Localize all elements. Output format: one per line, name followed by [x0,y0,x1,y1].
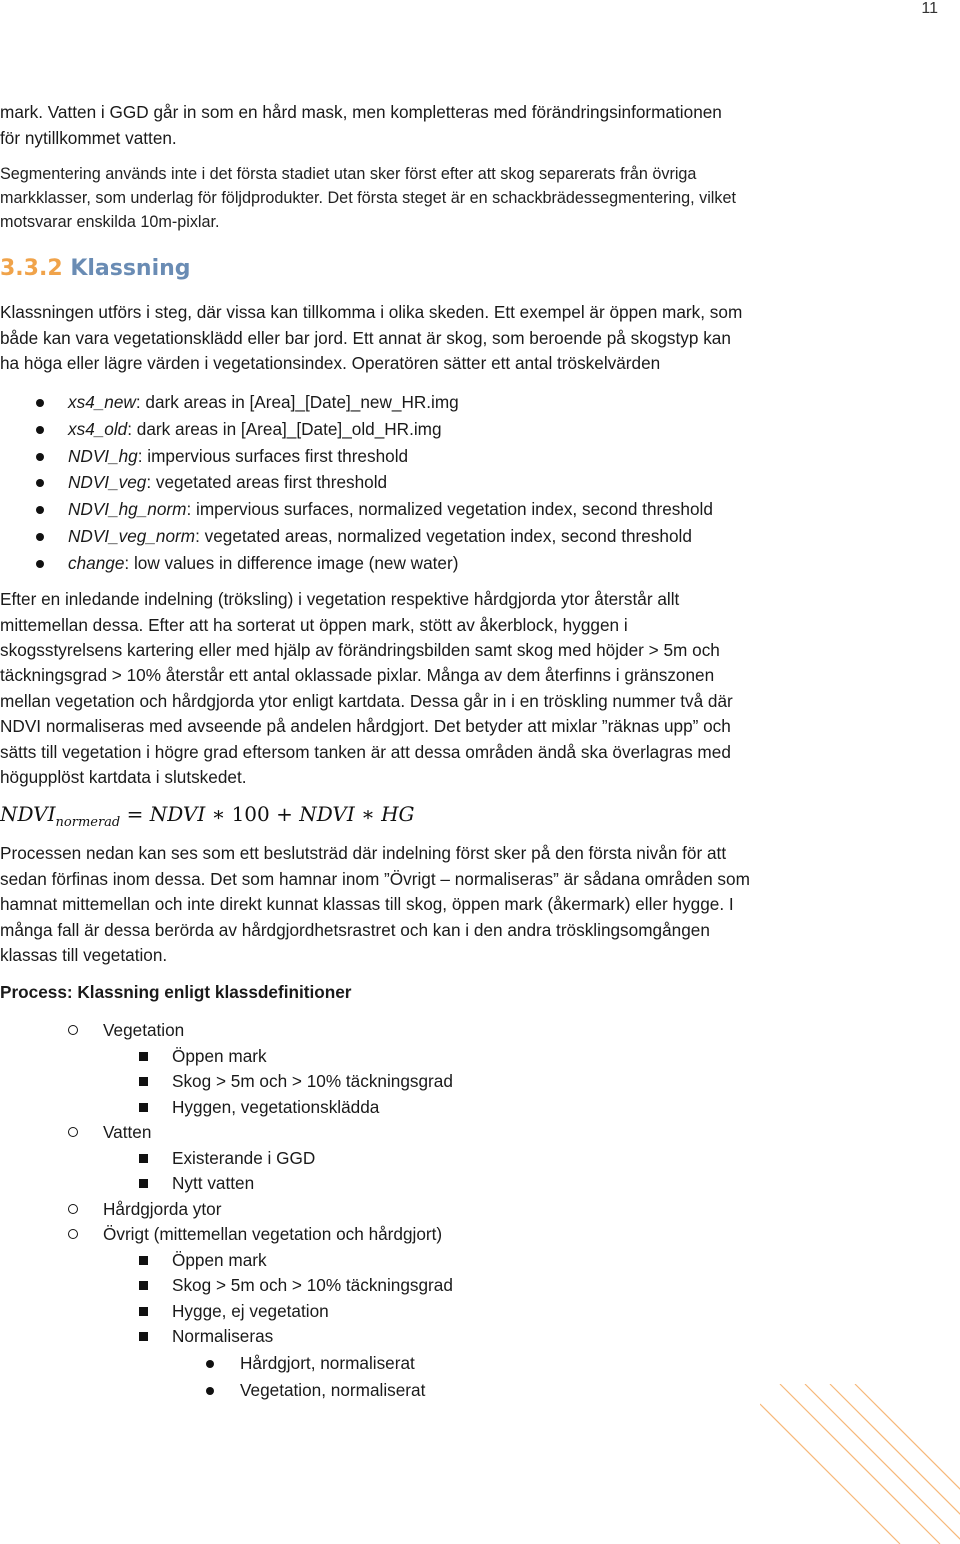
page-number: 11 [921,0,938,17]
formula-rhs-a: = NDVI ∗ [126,802,232,826]
formula-rhs-b: + NDVI ∗ HG [269,802,415,826]
tree-item-label: Skog > 5m och > 10% täckningsgrad [172,1275,453,1295]
efter-line-6: NDVI normaliseras med avseende på andelen hårdgjort. Det betyder att mixlar ”räknas upp” och [0,716,731,736]
circle-bullet-icon [68,1127,78,1137]
intro-line-2: för nytillkommet vatten. [0,128,177,148]
efter-line-4: täckningsgrad > 10% återstår ett antal oklassade pixlar. Många av dem återfinns i gränszonen [0,665,715,685]
tree-item-label: Hygge, ej vegetation [172,1300,329,1321]
tree-item-label: Hyggen, vegetationsklädda [172,1096,380,1117]
threshold-desc: : impervious surfaces first threshold [137,445,409,466]
circle-bullet-icon [68,1229,78,1239]
square-bullet-icon [139,1052,148,1061]
list-item [0,496,713,523]
decorative-stripes [760,1384,960,1544]
tree-item-label: Normaliseras [172,1326,274,1346]
process-line-5: klassas till vegetation. [0,945,168,965]
square-bullet-icon [139,1103,148,1112]
threshold-desc: : vegetated areas first threshold [146,472,388,493]
process-line-3: hamnat mittemellan och inte direkt kunnat klassas till skog, öppen mark (åkermark) eller hygge. I [0,894,734,914]
circle-bullet-icon [68,1204,78,1214]
list-item [0,416,713,443]
square-bullet-icon [139,1179,148,1188]
bullet-dot-icon [36,506,44,514]
klassning-line-1: Klassningen utförs i steg, där vissa kan tillkomma i olika skeden. Ett exempel är öppen mark, som [0,302,743,322]
threshold-term: NDVI_hg [68,445,138,466]
list-item [0,443,713,470]
threshold-term: NDVI_hg_norm [68,499,187,520]
list-item [0,389,713,416]
tree-item-label: Hårdgjort, normaliserat [240,1353,415,1373]
tree-item-label: Existerande i GGD [172,1147,316,1168]
efter-line-7: sätts till vegetation i högre grad eftersom tanken är att dessa områden ändå ska överlagras med [0,742,731,762]
threshold-term: xs4_old [68,418,128,439]
threshold-desc: : dark areas in [Area]_[Date]_new_HR.img [135,392,459,412]
ndvi-formula [0,802,415,830]
threshold-term: xs4_new [68,392,136,412]
efter-line-1: Efter en inledande indelning (tröksling) i vegetation respektive hårdgjorda ytor återstår allt [0,589,680,609]
square-bullet-icon [139,1077,148,1086]
process-line-2: sedan förfinas inom dessa. Det som hamnar inom ”Övrigt – normaliseras” är sådana områden som [0,869,750,889]
tree-item-label: Vegetation [103,1020,185,1040]
bullet-dot-icon [36,453,44,461]
formula-lhs-subscript: normerad [55,815,121,830]
efter-line-3: skogsstyrelsens kartering eller med hjälp av förändringsbilden samt skog med höjder > 5m och [0,640,720,660]
tree-item-label: Vegetation, normaliserat [240,1380,426,1400]
section-number: 3.3.2 [0,256,63,281]
square-bullet-icon [139,1256,148,1265]
threshold-desc: : vegetated areas, normalized vegetation index, second threshold [195,525,692,546]
square-bullet-icon [139,1154,148,1163]
efter-line-8: högupplöst kartdata i slutskedet. [0,767,247,787]
process-line-1: Processen nedan kan ses som ett beslutsträd där indelning först sker på den första nivån för att [0,843,727,863]
threshold-term: change [68,552,125,573]
bullet-dot-icon [36,479,44,487]
segmentation-line-1: Segmentering används inte i det första stadiet utan sker först efter att skog separerats från övriga [0,165,697,183]
klassning-line-3: ha höga eller lägre värden i vegetationsindex. Operatören sätter ett antal tröskelvärden [0,353,661,373]
formula-lhs: NDVI [0,802,56,826]
section-title: Klassning [70,256,191,281]
tree-item-label: Skog > 5m och > 10% täckningsgrad [172,1071,453,1091]
bullet-dot-icon [36,399,44,407]
threshold-desc: : dark areas in [Area]_[Date]_old_HR.img [127,418,442,439]
tree-item-label: Övrigt (mittemellan vegetation och hårdgjort) [103,1224,443,1244]
circle-bullet-icon [68,1025,78,1035]
intro-line-1: mark. Vatten i GGD går in som en hård mask, men kompletteras med förändringsinformationen [0,102,722,122]
formula-number: 100 [231,802,270,826]
threshold-list [0,389,713,577]
list-item [0,523,713,550]
tree-item-label: Hårdgjorda ytor [103,1198,222,1219]
bullet-dot-icon [206,1360,214,1368]
segmentation-line-2: markklasser, som underlag för följdprodukter. Det första steget är en schackbrädessegmentering, vilket [0,189,736,207]
bullet-dot-icon [36,560,44,568]
square-bullet-icon [139,1281,148,1290]
threshold-term: NDVI_veg [68,472,147,493]
section-heading [0,256,191,281]
process-title: Process: Klassning enligt klassdefinitioner [0,982,352,1002]
list-item [0,469,713,496]
bullet-dot-icon [206,1387,214,1395]
threshold-desc: : low values in difference image (new water) [124,552,459,573]
tree-item-label: Vatten [103,1122,152,1142]
threshold-term: NDVI_veg_norm [68,525,196,546]
klassning-line-2: både kan vara vegetationsklädd eller bar jord. Ett annat är skog, som beroende på skogstyp kan [0,328,731,348]
bullet-dot-icon [36,533,44,541]
square-bullet-icon [139,1307,148,1316]
process-line-4: många fall är dessa berörda av hårdgjordhetsrastret och kan i den andra trösklingsomgången [0,920,710,940]
bullet-dot-icon [36,426,44,434]
square-bullet-icon [139,1332,148,1341]
list-item [0,550,713,577]
threshold-desc: : impervious surfaces, normalized vegetation index, second threshold [186,499,713,520]
efter-line-2: mittemellan dessa. Efter att ha sorterat ut öppen mark, stött av åkerblock, hyggen i [0,615,628,635]
tree-item-label: Öppen mark [172,1249,267,1270]
segmentation-line-3: motsvarar enskilda 10m-pixlar. [0,213,220,231]
tree-item-label: Öppen mark [172,1045,267,1066]
efter-line-5: mellan vegetation och hårdgjorda ytor enligt kartdata. Dessa går in i en tröskling nummer två där [0,691,733,711]
tree-item-label: Nytt vatten [172,1173,255,1193]
